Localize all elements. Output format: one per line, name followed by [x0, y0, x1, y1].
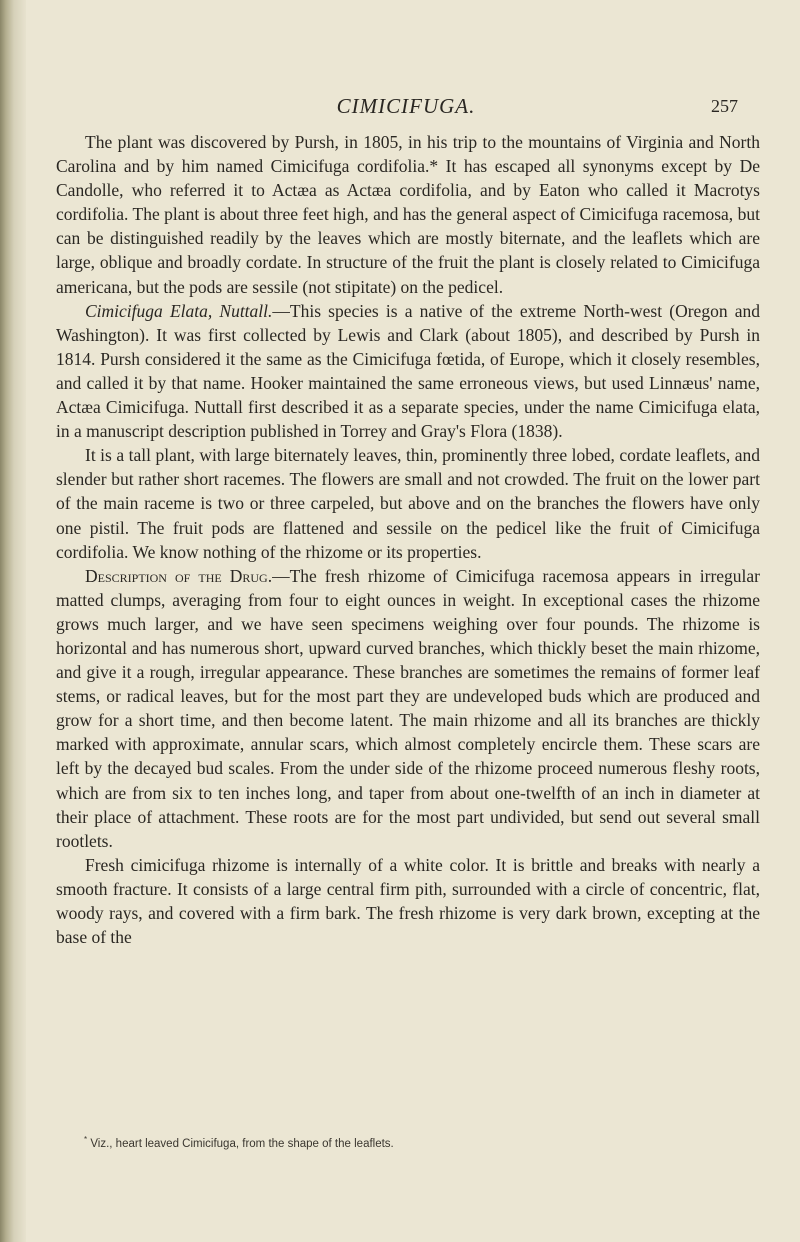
paragraph-drug-description	[56, 564, 760, 853]
paragraph-discovery: The plant was discovered by Pursh, in 1805, in his trip to the mountains of Virginia and North Carolina and by him named Cimicifuga cordifolia.* It has escaped all synonyms except by De Candolle, who referred it to Actæa as Actæa cordifolia, and by Eaton who called it Macrotys cordifolia. The plant is about three feet high, and has the general aspect of Cimicifuga racemosa, but can be distinguished readily by the leaves which are mostly biternate, and the leaflets which are large, oblique and broadly cordate. In structure of the fruit the plant is closely related to Cimicifuga americana, but the pods are sessile (not stipitate) on the pedicel.	[56, 132, 760, 297]
page-number: 257	[711, 96, 738, 116]
section-heading: Description of the Drug.	[85, 565, 273, 586]
page-header	[56, 92, 756, 122]
species-heading: Cimicifuga Elata, Nuttall.	[85, 300, 273, 321]
footnote-text: Viz., heart leaved Cimicifuga, from the shape of the leaflets.	[90, 1137, 394, 1150]
page-edge-shadow	[0, 0, 26, 1242]
footnote-marker: *	[84, 1135, 88, 1144]
paragraph-elata-description: It is a tall plant, with large biternately leaves, thin, prominently three lobed, cordate leaflets, and slender but rather short racemes. The flowers are small and not crowded. The fruit on the lower part of the main raceme is two or three carpeled, but above and on the branches the flowers have only one pistil. The fruit pods are flattened and sessile on the pedicel like the fruit of Cimicifuga cordifolia. We know nothing of the rhizome or its properties.	[56, 445, 760, 562]
footnote	[84, 1132, 724, 1152]
paragraph-elata	[56, 299, 760, 444]
running-head: CIMICIFUGA.	[336, 94, 476, 118]
body-text	[56, 130, 760, 949]
paragraph-drug-body: —The fresh rhizome of Cimicifuga racemosa appears in irregular matted clumps, averaging from four to eight ounces in weight. In exceptional cases the rhizome grows much larger, and we have seen specimens weighing over four pounds. The rhizome is horizontal and has numerous short, upward curved branches, which thickly beset the main rhizome, and give it a rough, irregular appearance. These branches are sometimes the remains of former leaf stems, or radical leaves, but for the most part they are undeveloped buds which are produced and grow for a short time, and then become latent. The main rhizome and all its branches are thickly marked with approximate, annular scars, which almost completely encircle them. These scars are left by the decayed bud scales. From the under side of the rhizome proceed numerous fleshy roots, which are from six to ten inches long, and taper from about one-twelfth of an inch in diameter at their place of attachment. These roots are for the most part undivided, but send out several small rootlets.	[56, 565, 760, 851]
paragraph-elata-body: —This species is a native of the extreme North-west (Oregon and Washington). It was first collected by Lewis and Clark (about 1805), and described by Pursh in 1814. Pursh considered it the same as the Cimicifuga fœtida, of Europe, which it closely resembles, and called it by that name. Hooker maintained the same erroneous views, but used Linnæus' name, Actæa Cimicifuga. Nuttall first described it as a separate species, under the name Cimicifuga elata, in a manuscript description published in Torrey and Gray's Flora (1838).	[56, 300, 760, 442]
paragraph-fresh-rhizome: Fresh cimicifuga rhizome is internally of a white color. It is brittle and breaks with nearly a smooth fracture. It consists of a large central firm pith, surrounded with a circle of concentric, flat, woody rays, and covered with a firm bark. The fresh rhizome is very dark brown, excepting at the base of the	[56, 854, 760, 948]
